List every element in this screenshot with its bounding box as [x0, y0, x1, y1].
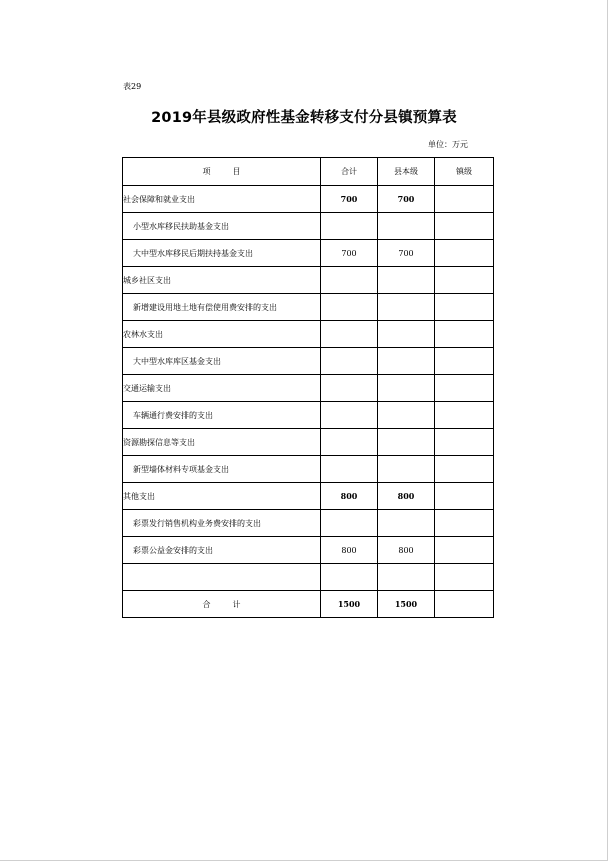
table-row	[123, 429, 494, 456]
row-town	[435, 537, 494, 564]
table-row	[123, 375, 494, 402]
total-row	[123, 591, 494, 618]
row-total: 700	[321, 240, 378, 267]
row-label	[123, 564, 321, 591]
total-row-label: 合 计	[123, 591, 321, 618]
row-county	[378, 267, 435, 294]
table-header-row	[123, 158, 494, 186]
row-county	[378, 213, 435, 240]
total-row-total: 1500	[321, 591, 378, 618]
header-county: 县本级	[378, 158, 435, 186]
budget-table	[122, 157, 494, 618]
table-row	[123, 267, 494, 294]
table-row	[123, 456, 494, 483]
table-row	[123, 564, 494, 591]
row-town	[435, 267, 494, 294]
total-row-county: 1500	[378, 591, 435, 618]
table-row	[123, 240, 494, 267]
table-row	[123, 186, 494, 213]
row-total	[321, 375, 378, 402]
row-label: 交通运输支出	[123, 375, 321, 402]
row-label: 农林水支出	[123, 321, 321, 348]
row-label: 小型水库移民扶助基金支出	[123, 213, 321, 240]
table-row	[123, 213, 494, 240]
table-row	[123, 537, 494, 564]
row-town	[435, 375, 494, 402]
row-county	[378, 348, 435, 375]
row-total	[321, 321, 378, 348]
row-town	[435, 402, 494, 429]
row-label: 资源勘探信息等支出	[123, 429, 321, 456]
unit-label: 单位：万元	[428, 140, 468, 149]
row-total	[321, 267, 378, 294]
row-total	[321, 294, 378, 321]
row-label: 新增建设用地土地有偿使用费安排的支出	[123, 294, 321, 321]
row-label: 大中型水库库区基金支出	[123, 348, 321, 375]
row-town	[435, 294, 494, 321]
row-town	[435, 456, 494, 483]
row-town	[435, 564, 494, 591]
row-total	[321, 429, 378, 456]
row-town	[435, 429, 494, 456]
row-label: 彩票公益金安排的支出	[123, 537, 321, 564]
row-county: 700	[378, 186, 435, 213]
row-total: 800	[321, 483, 378, 510]
row-county	[378, 456, 435, 483]
table-row	[123, 294, 494, 321]
row-total: 800	[321, 537, 378, 564]
row-total	[321, 213, 378, 240]
row-label: 大中型水库移民后期扶持基金支出	[123, 240, 321, 267]
row-total: 700	[321, 186, 378, 213]
row-county	[378, 402, 435, 429]
row-town	[435, 186, 494, 213]
header-town: 镇级	[435, 158, 494, 186]
header-item: 项 目	[123, 158, 321, 186]
table-number: 表29	[123, 82, 142, 91]
row-county	[378, 321, 435, 348]
row-label: 车辆通行费安排的支出	[123, 402, 321, 429]
row-county	[378, 564, 435, 591]
row-town	[435, 213, 494, 240]
row-total	[321, 564, 378, 591]
total-row-town	[435, 591, 494, 618]
row-town	[435, 240, 494, 267]
row-label: 彩票发行销售机构业务费安排的支出	[123, 510, 321, 537]
row-county	[378, 510, 435, 537]
row-total	[321, 456, 378, 483]
row-county: 800	[378, 537, 435, 564]
row-county: 800	[378, 483, 435, 510]
header-total: 合计	[321, 158, 378, 186]
row-label: 新型墙体材料专项基金支出	[123, 456, 321, 483]
row-total	[321, 348, 378, 375]
row-county	[378, 429, 435, 456]
table-row	[123, 348, 494, 375]
table-row	[123, 321, 494, 348]
row-label: 城乡社区支出	[123, 267, 321, 294]
row-total	[321, 510, 378, 537]
row-town	[435, 483, 494, 510]
row-county: 700	[378, 240, 435, 267]
row-label: 社会保障和就业支出	[123, 186, 321, 213]
row-county	[378, 294, 435, 321]
row-total	[321, 402, 378, 429]
table-row	[123, 402, 494, 429]
row-town	[435, 348, 494, 375]
row-label: 其他支出	[123, 483, 321, 510]
row-town	[435, 321, 494, 348]
table-row	[123, 510, 494, 537]
row-town	[435, 510, 494, 537]
page-title: 2019年县级政府性基金转移支付分县镇预算表	[151, 110, 457, 126]
table-row	[123, 483, 494, 510]
row-county	[378, 375, 435, 402]
